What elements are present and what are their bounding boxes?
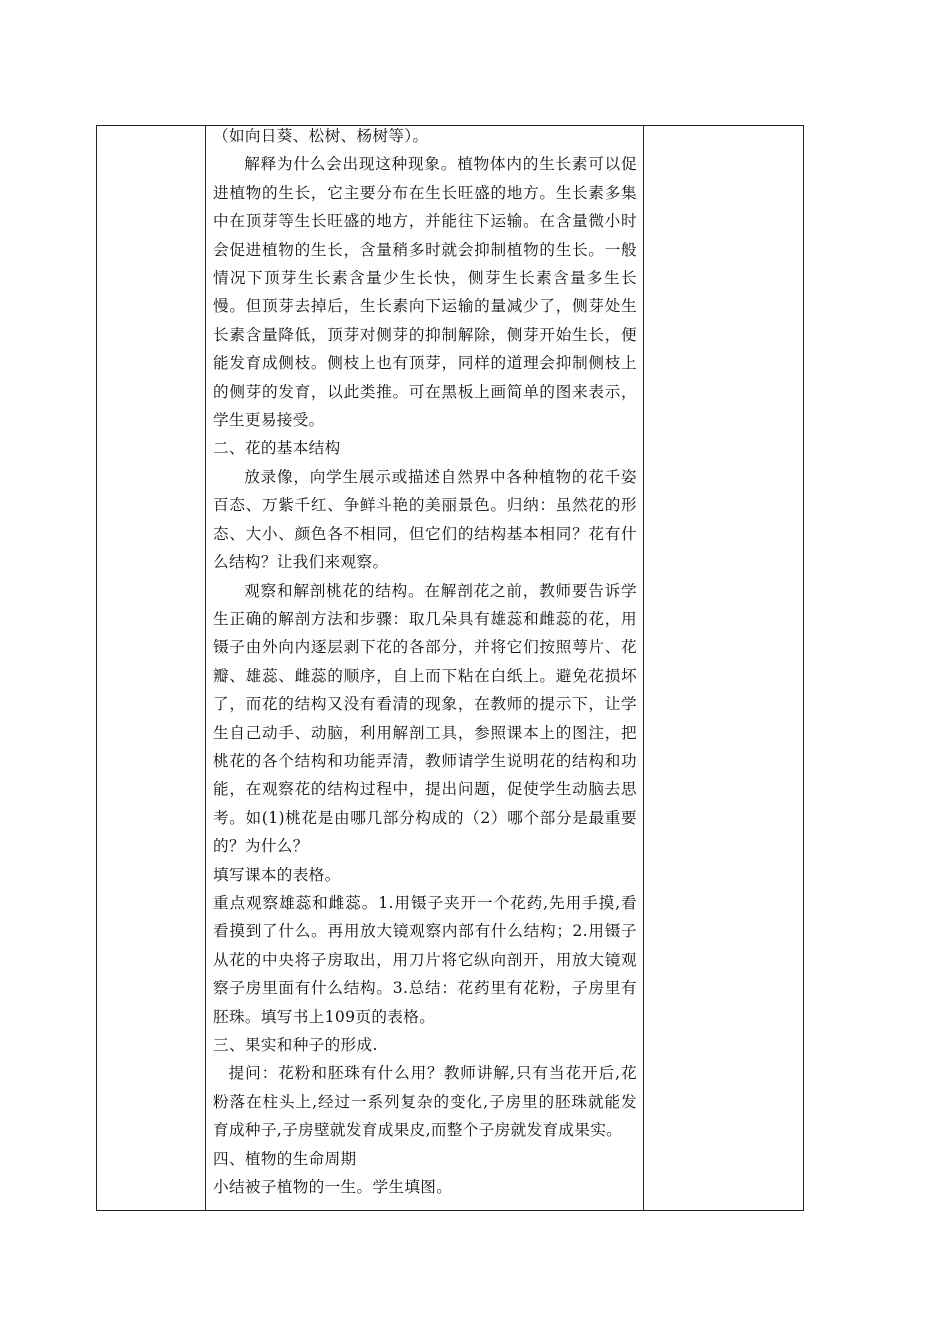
section-heading-life-cycle: 四、植物的生命周期: [213, 1149, 357, 1168]
paragraph-intro: （如向日葵、松树、杨树等）。: [213, 127, 429, 145]
paragraph-video: 放录像，向学生展示或描述自然界中各种植物的花千姿百态、万紫千红、争鲜斗艳的美丽景色。归纳：虽然花的形态、大小、颜色各不相同，但它们的结构基本相同？花有什么结构？让我们来观察。: [213, 467, 637, 572]
column-divider-left: [205, 126, 206, 1210]
teaching-process-cell: [213, 122, 637, 1201]
paragraph-explanation: 解释为什么会出现这种现象。植物体内的生长素可以促进植物的生长，它主要分布在生长旺盛的地方。生长素多集中在顶芽等生长旺盛的地方，并能往下运输。在含量微小时会促进植物的生长，含量稍多时就会抑制植物的生长。一般情况下顶芽生长素含量少生长快，侧芽生长素含量多生长慢。但顶芽去掉后，生长素向下运输的量减少了，侧芽处生长素含量降低，顶芽对侧芽的抑制解除，侧芽开始生长，便能发育成侧枝。侧枝上也有顶芽，同样的道理会抑制侧枝上的侧芽的发育，以此类推。可在黑板上画简单的图来表示，学生更易接受。: [213, 155, 637, 430]
paragraph-question: 提问：花粉和胚珠有什么用？教师讲解,只有当花开后,花粉落在柱头上,经过一系列复杂的变化,子房里的胚珠就能发育成种子,子房壁就发育成果皮,而整个子房就发育成果实。: [213, 1064, 637, 1140]
paragraph-stamen-pistil: 重点观察雄蕊和雌蕊。1.用镊子夹开一个花药,先用手摸,看看摸到了什么。再用放大镜观察内部有什么结构；2.用镊子从花的中央将子房取出，用刀片将它纵向剖开，用放大镜观察子房里面有什么结构。3.总结：花药里有花粉，子房里有胚珠。填写书上109页的表格。: [213, 893, 637, 1026]
section-heading-flower-structure: 二、花的基本结构: [213, 439, 341, 458]
paragraph-dissection: 观察和解剖桃花的结构。在解剖花之前，教师要告诉学生正确的解剖方法和步骤：取几朵具有雄蕊和雌蕊的花，用镊子由外向内逐层剥下花的各部分，并将它们按照萼片、花瓣、雄蕊、雌蕊的顺序，自上而下粘在白纸上。避免花损坏了，而花的结构又没有看清的现象，在教师的提示下，让学生自己动手、动脑，利用解剖工具，参照课本上的图注，把桃花的各个结构和功能弄清，教师请学生说明花的结构和功能，在观察花的结构过程中，提出问题，促使学生动脑去思考。如(1)桃花是由哪几部分构成的（2）哪个部分是最重要的？为什么？: [213, 581, 637, 856]
section-heading-fruit-seed: 三、果实和种子的形成.: [213, 1036, 378, 1054]
column-divider-right: [643, 126, 644, 1210]
lesson-table: [96, 125, 804, 1211]
paragraph-fill-table: 填写课本的表格。: [213, 865, 341, 884]
paragraph-summary: 小结被子植物的一生。学生填图。: [213, 1178, 453, 1197]
